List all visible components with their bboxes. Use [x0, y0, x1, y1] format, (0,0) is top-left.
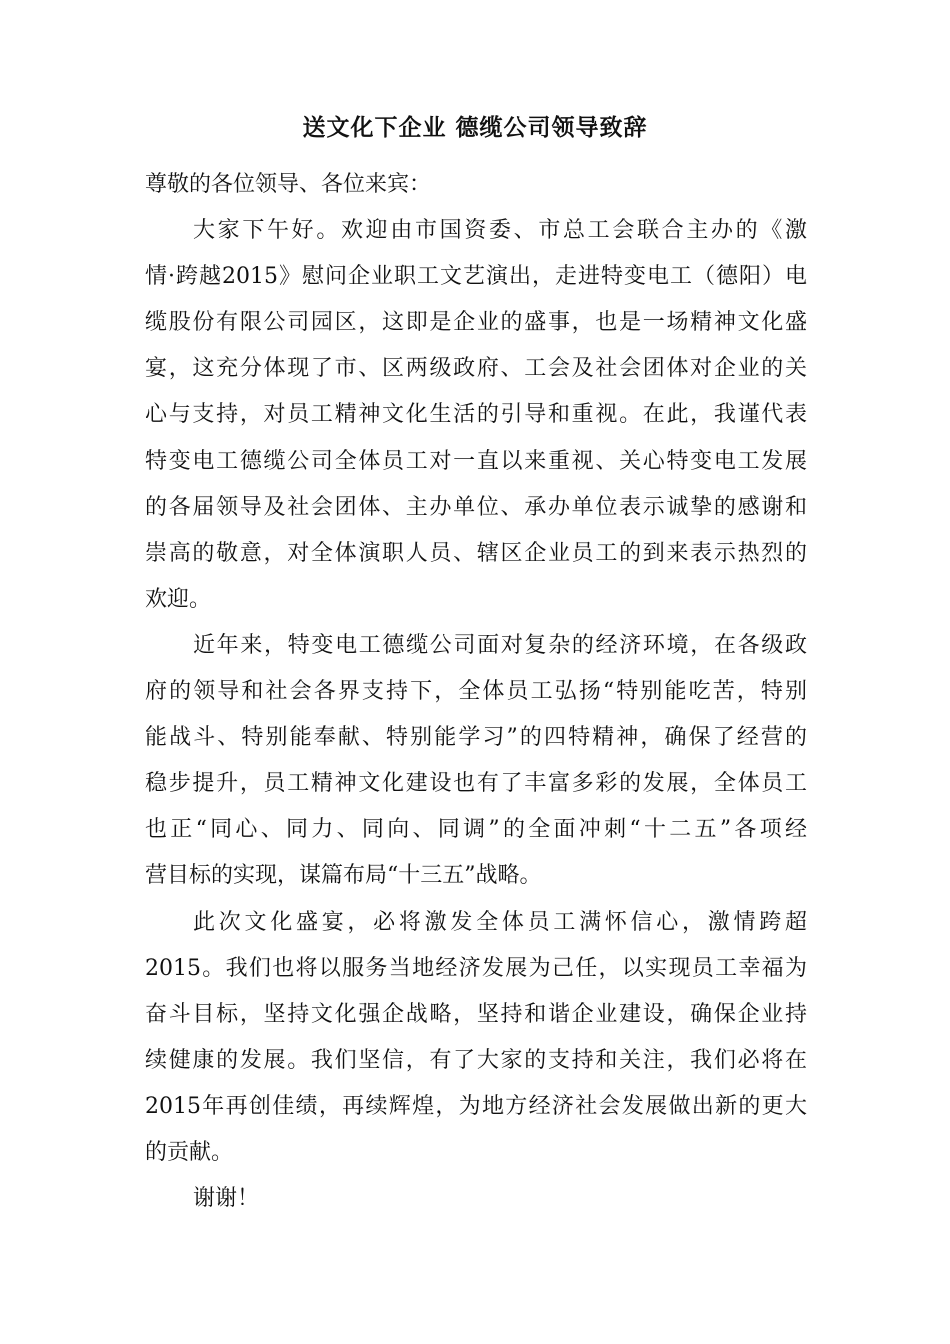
paragraph-line: 也正“同心、同力、同向、同调”的全面冲刺“十二五”各项经 — [145, 817, 807, 843]
paragraph-line: 谢谢！ — [193, 1186, 260, 1212]
document-body — [145, 162, 807, 1222]
paragraph-line: 近年来，特变电工德缆公司面对复杂的经济环境，在各级政 — [193, 632, 807, 658]
paragraph-line: 崇高的敬意，对全体演职人员、辖区企业员工的到来表示热烈的 — [145, 540, 807, 566]
paragraph-line: 的各届领导及社会团体、主办单位、承办单位表示诚挚的感谢和 — [145, 494, 807, 520]
paragraph-line: 能战斗、特别能奉献、特别能学习”的四特精神，确保了经营的 — [145, 725, 807, 751]
paragraph-line: 奋斗目标，坚持文化强企战略，坚持和谐企业建设，确保企业持 — [145, 1001, 807, 1027]
paragraph-line: 心与支持，对员工精神文化生活的引导和重视。在此，我谨代表 — [145, 402, 807, 428]
paragraph-line: 宴，这充分体现了市、区两级政府、工会及社会团体对企业的关 — [145, 356, 807, 382]
paragraph-line: 稳步提升，员工精神文化建设也有了丰富多彩的发展，全体员工 — [145, 771, 807, 797]
paragraph-line: 续健康的发展。我们坚信，有了大家的支持和关注，我们必将在 — [145, 1047, 807, 1073]
paragraph-line: 情·跨越2015》慰问企业职工文艺演出，走进特变电工（德阳）电 — [145, 264, 807, 290]
paragraph-line: 营目标的实现，谋篇布局“十三五”战略。 — [145, 863, 542, 889]
paragraph-line: 缆股份有限公司园区，这即是企业的盛事，也是一场精神文化盛 — [145, 310, 807, 336]
paragraph — [145, 900, 807, 1177]
paragraph-line: 欢迎。 — [145, 586, 212, 612]
paragraph-line: 大家下午好。欢迎由市国资委、市总工会联合主办的《激 — [193, 218, 807, 244]
paragraph-line: 的贡献。 — [145, 1139, 234, 1165]
document-title: 送文化下企业 德缆公司领导致辞 — [302, 115, 648, 141]
greeting: 尊敬的各位领导、各位来宾： — [145, 172, 432, 197]
paragraph-line: 府的领导和社会各界支持下，全体员工弘扬“特别能吃苦，特别 — [145, 679, 807, 705]
paragraph-line: 此次文化盛宴，必将激发全体员工满怀信心，激情跨超 — [193, 909, 807, 935]
paragraph-line: 2015年再创佳绩，再续辉煌，为地方经济社会发展做出新的更大 — [145, 1093, 807, 1119]
paragraph-line: 特变电工德缆公司全体员工对一直以来重视、关心特变电工发展 — [145, 448, 807, 474]
paragraph-line: 2015。我们也将以服务当地经济发展为己任，以实现员工幸福为 — [145, 955, 807, 981]
paragraph — [145, 1176, 807, 1222]
paragraph — [145, 208, 807, 623]
paragraph — [145, 623, 807, 900]
